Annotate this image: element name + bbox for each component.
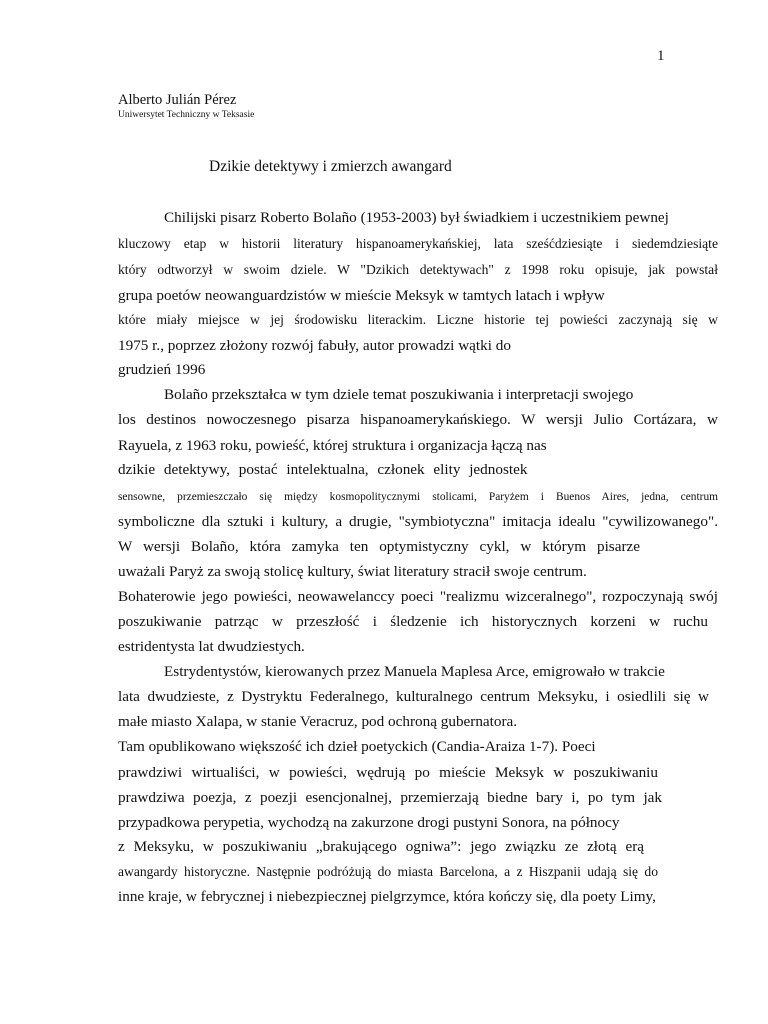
text-line: Bolaño przekształca w tym dziele temat poszukiwania i interpretacji swojego: [164, 386, 634, 403]
text-line: inne kraje, w febrycznej i niebezpiecznej pielgrzymce, która kończy się, dla poety Limy,: [118, 888, 656, 905]
text-line: prawdziwa poezja, z poezji esencjonalnej, przemierzają biedne bary i, po tym jak: [118, 789, 662, 806]
text-line: symboliczne dla sztuki i kultury, a drugie, "symbiotyczna" imitacja idealu "cywilizowanego".: [118, 513, 718, 530]
text-line: sensowne, przemieszczało się między kosmopolitycznymi stolicami, Paryżem i Buenos Aires, jedna, centrum: [118, 491, 718, 503]
text-line: prawdziwi wirtualiści, w powieści, wędrują po mieście Meksyk w poszukiwaniu: [118, 764, 658, 781]
text-line: los destinos nowoczesnego pisarza hispanoamerykańskiego. W wersji Julio Cortázara, w: [118, 411, 718, 428]
text-line: Bohaterowie jego powieści, neowawelanccy poeci "realizmu wizceralnego", rozpoczynają swój: [118, 588, 718, 605]
text-line: poszukiwanie patrząc w przeszłość i śledzenie ich historycznych korzeni w ruchu: [118, 613, 708, 630]
text-line: Rayuela, z 1963 roku, powieść, której struktura i organizacja łączą nas: [118, 437, 547, 454]
text-line: które miały miejsce w jej środowisku literackim. Liczne historie tej powieści zaczynają się w: [118, 312, 718, 327]
text-line: grupa poetów neowanguardzistów w mieście Meksyk w tamtych latach i wpływ: [118, 287, 605, 304]
page-number: 1: [657, 48, 665, 64]
text-line: który odtworzył w swoim dziele. W "Dzikich detektywach" z 1998 roku opisuje, jak powstał: [118, 262, 718, 277]
text-line: W wersji Bolaño, która zamyka ten optymistyczny cykl, w którym pisarze: [118, 538, 640, 555]
text-line: 1975 r., poprzez złożony rozwój fabuły, autor prowadzi wątki do: [118, 337, 511, 354]
text-line: lata dwudzieste, z Dystryktu Federalnego, kulturalnego centrum Meksyku, i osiedlili się w: [118, 688, 709, 705]
text-line: z Meksyku, w poszukiwaniu „brakującego ogniwa”: jego związku ze złotą erą: [118, 838, 644, 855]
document-title: Dzikie detektywy i zmierzch awangard: [209, 158, 452, 175]
text-line: kluczowy etap w historii literatury hispanoamerykańskiej, lata sześćdziesiąte i siedemdziesiąte: [118, 236, 718, 251]
text-line: dzikie detektywy, postać intelektualna, członek elity jednostek: [118, 461, 528, 478]
text-line: małe miasto Xalapa, w stanie Veracruz, pod ochroną gubernatora.: [118, 713, 518, 730]
text-line: uważali Paryż za swoją stolicę kultury, świat literatury stracił swoje centrum.: [118, 563, 587, 580]
text-line: przypadkowa perypetia, wychodzą na zakurzone drogi pustyni Sonora, na północy: [118, 814, 620, 831]
text-line: Tam opublikowano większość ich dzieł poetyckich (Candia-Araiza 1-7). Poeci: [118, 738, 596, 755]
text-line: Estrydentystów, kierowanych przez Manuela Maplesa Arce, emigrowało w trakcie: [164, 663, 665, 680]
author-name: Alberto Julián Pérez: [118, 92, 237, 108]
text-line: awangardy historyczne. Następnie podróżują do miasta Barcelona, a z Hiszpanii udają się do: [118, 864, 658, 879]
text-line: estridentysta lat dwudziestych.: [118, 638, 305, 655]
author-affiliation: Uniwersytet Techniczny w Teksasie: [118, 110, 255, 120]
text-line: grudzień 1996: [118, 361, 206, 378]
text-line: Chilijski pisarz Roberto Bolaño (1953-2003) był świadkiem i uczestnikiem pewnej: [164, 209, 669, 226]
